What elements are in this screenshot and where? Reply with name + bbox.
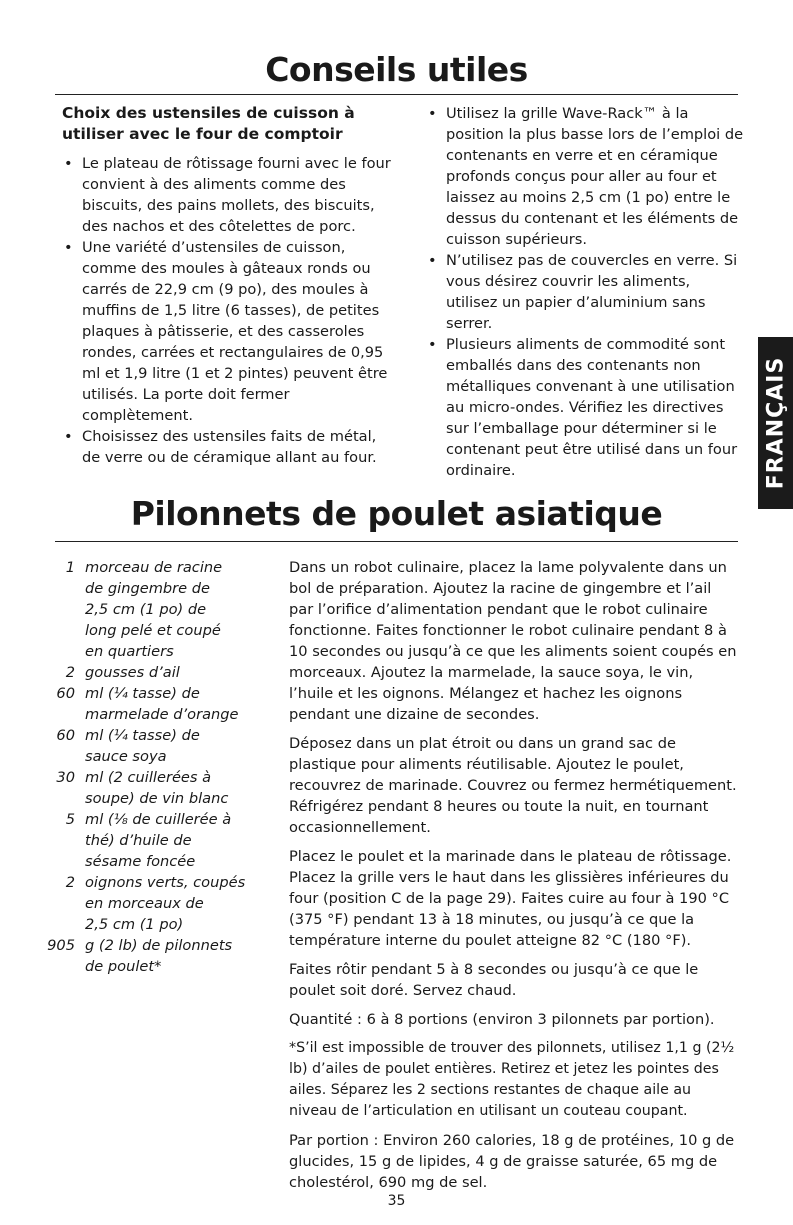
ingredient-qty: 1 xyxy=(65,559,75,576)
ingredient-qty: 60 xyxy=(56,727,75,744)
ingredient-row xyxy=(42,662,287,683)
ingredient-row xyxy=(42,683,287,725)
recipe-divider xyxy=(55,541,738,542)
cookware-right-list xyxy=(426,103,746,481)
ingredient-qty: 2 xyxy=(65,874,75,891)
language-tab xyxy=(758,337,793,509)
title-divider xyxy=(55,94,738,95)
ingredient-text: morceau de racine de gingembre de 2,5 cm (1 po) de long pelé et coupé en quartiers xyxy=(85,559,223,660)
language-tab-label: FRANÇAIS xyxy=(763,356,788,490)
list-item: • Choisissez des ustensiles faits de métal, de verre ou de céramique allant au four. xyxy=(62,426,392,468)
cookware-right-column xyxy=(426,103,746,481)
ingredient-row xyxy=(42,809,287,872)
recipe-title: Pilonnets de poulet asiatique xyxy=(130,494,663,533)
list-item: • Plusieurs aliments de commodité sont emballés dans des contenants non métalliques convenant à une utilisation au micro-ondes. Vérifiez les directives sur l’emballage pour déterminer si le contenant peut être utilisé dans un four ordinaire. xyxy=(426,334,746,481)
ingredient-row xyxy=(42,872,287,935)
list-item: • Une variété d’ustensiles de cuisson, comme des moules à gâteaux ronds ou carrés de 22,9 cm (9 po), des moules à muffins de 1,5 litre (6 tasses), de petites plaques à pâtisserie, et des casseroles rondes, carrées et rectangulaires de 0,95 ml et 1,9 litre (1 et 2 pintes) peuvent être utilisés. La porte doit fermer complètement. xyxy=(62,237,392,426)
ingredients-list xyxy=(42,557,287,977)
ingredient-row xyxy=(42,557,287,662)
ingredient-qty: 905 xyxy=(47,937,75,954)
ingredient-row xyxy=(42,767,287,809)
nutrition-info: Par portion : Environ 260 calories, 18 g de protéines, 10 g de glucides, 15 g de lipides, 4 g de graisse saturée, 65 mg de cholestérol, 690 mg de sel. xyxy=(289,1132,735,1191)
ingredient-text: ml (¼ tasse) de sauce soya xyxy=(85,727,200,765)
cookware-heading: Choix des ustensiles de cuisson à utiliser avec le four de comptoir xyxy=(62,104,355,143)
ingredient-qty: 60 xyxy=(56,685,75,702)
list-item: • Utilisez la grille Wave-Rack™ à la position la plus basse lors de l’emploi de contenants en verre et en céramique profonds conçus pour aller au four et laissez au moins 2,5 cm (1 po) entre le dessus du contenant et les éléments de cuisson supérieurs. xyxy=(426,103,746,250)
ingredient-qty: 5 xyxy=(65,811,75,828)
ingredient-text: oignons verts, coupés en morceaux de 2,5 cm (1 po) xyxy=(85,874,246,933)
ingredient-text: ml (2 cuillerées à soupe) de vin blanc xyxy=(85,769,229,807)
method-step: Faites rôtir pendant 5 à 8 secondes ou jusqu’à ce que le poulet soit doré. Servez chaud. xyxy=(289,961,699,999)
list-item: • N’utilisez pas de couvercles en verre. Si vous désirez couvrir les aliments, utilisez un papier d’aluminium sans serrer. xyxy=(426,250,746,334)
cookware-left-list xyxy=(62,153,392,468)
list-item: • Le plateau de rôtissage fourni avec le four convient à des aliments comme des biscuits, des pains mollets, des biscuits, des nachos et des côtelettes de porc. xyxy=(62,153,392,237)
ingredient-text: gousses d’ail xyxy=(85,664,180,681)
method-step: Placez le poulet et la marinade dans le plateau de rôtissage. Placez la grille vers le haut dans les glissières inférieures du four (position C de la page 29). Faites cuire au four à 190 °C (375 °F) pendant 13 à 18 minutes, ou jusqu’à ce que la température interne du poulet atteigne 82 °C (180 °F). xyxy=(289,848,732,949)
method-step: Dans un robot culinaire, placez la lame polyvalente dans un bol de préparation. Ajoutez la racine de gingembre et l’ail par l’orifice d’alimentation pendant que le robot culinaire fonctionne. Faites fonctionner le robot culinaire pendant 8 à 10 secondes ou jusqu’à ce que les aliments soient coupés en morceaux. Ajoutez la marmelade, la sauce soya, le vin, l’huile et les oignons. Mélangez et hachez les oignons pendant une dizaine de secondes. xyxy=(289,559,737,723)
section-title: Conseils utiles xyxy=(265,50,528,89)
ingredient-text: ml (¼ tasse) de marmelade d’orange xyxy=(85,685,239,723)
ingredient-qty: 30 xyxy=(56,769,75,786)
cookware-left-column xyxy=(62,103,392,468)
ingredient-row xyxy=(42,725,287,767)
recipe-yield: Quantité : 6 à 8 portions (environ 3 pilonnets par portion). xyxy=(289,1011,715,1028)
ingredient-text: g (2 lb) de pilonnets de poulet* xyxy=(85,937,233,975)
recipe-method xyxy=(289,557,739,1201)
ingredient-qty: 2 xyxy=(65,664,75,681)
page-number: 35 xyxy=(387,1193,406,1209)
ingredient-text: ml (⅛ de cuillerée à thé) d’huile de sésame foncée xyxy=(85,811,232,870)
ingredient-row xyxy=(42,935,287,977)
recipe-footnote: *S’il est impossible de trouver des pilonnets, utilisez 1,1 g (2½ lb) d’ailes de poulet entières. Retirez et jetez les pointes des ailes. Séparez les 2 sections restantes de chaque aile au niveau de l’articulation en utilisant un couteau coupant. xyxy=(289,1040,735,1119)
method-step: Déposez dans un plat étroit ou dans un grand sac de plastique pour aliments réutilisable. Ajoutez le poulet, recouvrez de marinade. Couvrez ou fermez hermétiquement. Réfrigérez pendant 8 heures ou toute la nuit, en tournant occasionnellement. xyxy=(289,735,737,836)
